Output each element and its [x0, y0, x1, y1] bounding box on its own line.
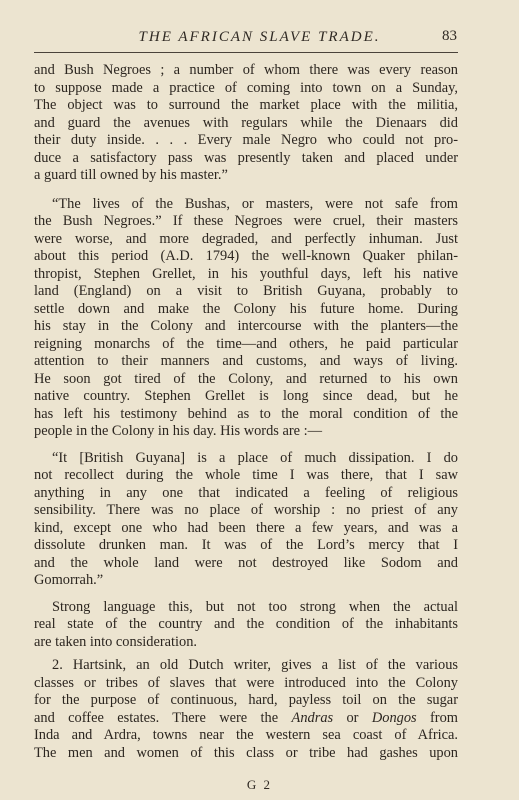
text-line: people in the Colony in his day. His words are :—	[34, 423, 323, 439]
text-line: settle down and make the Colony his future home. During	[34, 300, 458, 317]
text-line: “The lives of the Bushas, or masters, were not safe from	[52, 195, 458, 212]
paragraph-1	[34, 62, 458, 185]
text-fragment: and coffee estates. There were the	[34, 709, 292, 726]
text-line: Gomorrah.”	[34, 572, 104, 588]
text-line: native country. Stephen Grellet is long since dead, but he	[34, 388, 458, 404]
text-line: not recollect during the whole time I was there, that I saw	[34, 467, 458, 483]
paragraph-4	[34, 599, 458, 652]
text-line: The men and women of this class or tribe had gashes upon	[34, 744, 458, 761]
text-line: Inda and Ardra, towns near the western sea coast of Africa.	[34, 727, 458, 743]
italic-term-dongos: Dongos	[371, 709, 417, 726]
paragraph-2	[34, 196, 458, 441]
running-head	[0, 29, 519, 51]
text-line: He soon got tired of the Colony, and returned to his own	[34, 370, 458, 387]
text-line: and Bush Negroes ; a number of whom there was every reason	[34, 62, 458, 78]
text-line: are taken into consideration.	[34, 633, 198, 650]
text-line: anything in any one that indicated a feeling of religious	[34, 484, 458, 501]
text-line: has left his testimony behind as to the moral condition of the	[34, 405, 458, 422]
paragraph-5	[34, 657, 458, 762]
running-head-title: THE AFRICAN SLAVE TRADE.	[138, 29, 381, 45]
text-line: and guard the avenues with regulars while the Dienaars did	[34, 114, 458, 131]
text-line: “It [British Guyana] is a place of much dissipation. I do	[52, 449, 458, 466]
text-fragment: from	[416, 709, 458, 726]
text-line: land (England) on a visit to British Guyana, probably to	[34, 283, 458, 299]
text-line: classes or tribes of slaves that were introduced into the Colony	[34, 674, 458, 691]
text-line: the Bush Negroes.” If these Negroes were cruel, their masters	[34, 213, 458, 229]
text-line: reigning monarchs of the time—and others, he paid particular	[34, 335, 458, 352]
text-line: and the whole land were not destroyed like Sodom and	[34, 554, 458, 571]
text-line: duce a satisfactory pass was presently taken and placed under	[34, 149, 458, 166]
signature-mark: G 2	[246, 777, 273, 792]
paragraph-3-quotation	[34, 450, 458, 590]
text-line: were worse, and more degraded, and perfectly inhuman. Just	[34, 230, 458, 247]
header-rule	[34, 52, 458, 53]
text-line: their duty inside. . . . Every male Negro who could not pro-	[34, 132, 458, 148]
text-line: Strong language this, but not too strong when the actual	[52, 598, 458, 615]
text-line: 2. Hartsink, an old Dutch writer, gives a list of the various	[52, 657, 458, 673]
text-line: about this period (A.D. 1794) the well-known Quaker philan-	[34, 248, 458, 264]
text-fragment: or	[333, 709, 372, 726]
text-line: a guard till owned by his master.”	[34, 167, 228, 183]
text-line: kind, except one who had been there a few years, and was a	[34, 519, 458, 536]
text-line-with-italics	[34, 710, 458, 728]
text-line: real state of the country and the condition of the inhabitants	[34, 616, 458, 632]
page-number: 83	[442, 28, 457, 44]
text-line: thropist, Stephen Grellet, in his youthful days, left his native	[34, 265, 458, 282]
text-line: dissolute drunken man. It was of the Lord’s mercy that I	[34, 537, 458, 553]
text-line: his stay in the Colony and intercourse with the planters—the	[34, 318, 458, 334]
text-line: for the purpose of continuous, hard, payless toil on the sugar	[34, 692, 458, 708]
text-line: The object was to surround the market place with the militia,	[34, 97, 458, 113]
text-line: sensibility. There was no place of worship : no priest of any	[34, 502, 458, 518]
italic-term-andras: Andras	[291, 709, 334, 726]
text-line: to suppose made a practice of coming into town on a Sunday,	[34, 79, 458, 96]
text-line: attention to their manners and customs, and ways of living.	[34, 353, 458, 369]
body-text	[34, 62, 458, 762]
